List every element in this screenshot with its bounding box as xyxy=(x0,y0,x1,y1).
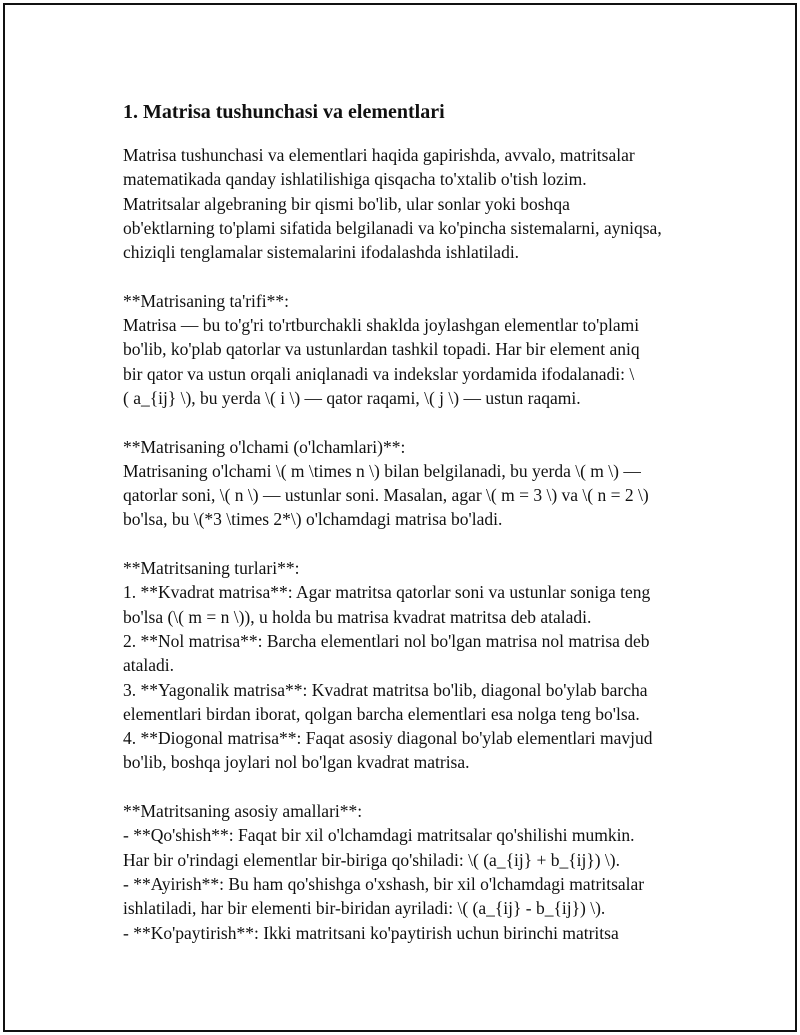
text-line: bo'lsa (\( m = n \)), u holda bu matrisa kvadrat matritsa deb ataladi. xyxy=(123,606,592,627)
list-item: - **Ko'paytirish**: Ikki matritsani ko'paytirish uchun birinchi matritsa xyxy=(123,922,619,943)
paragraph-heading: **Matrisaning o'lchami (o'lchamlari)**: xyxy=(123,436,406,457)
section-title: 1. Matrisa tushunchasi va elementlari xyxy=(123,101,445,123)
list-item: 1. **Kvadrat matrisa**: Agar matritsa qatorlar soni va ustunlar soniga teng xyxy=(123,582,651,603)
text-line: Har bir o'rindagi elementlar bir-biriga qo'shiladi: \( (a_{ij} + b_{ij}) \). xyxy=(123,849,620,870)
text-line: ob'ektlarning to'plami sifatida belgilanadi va ko'pincha sistemalarni, ayniqsa, xyxy=(123,217,662,238)
definition-paragraph xyxy=(123,289,703,410)
text-line: bir qator va ustun orqali aniqlanadi va indekslar yordamida ifodalanadi: \ xyxy=(123,363,635,384)
dimension-paragraph xyxy=(123,435,703,532)
list-item: 2. **Nol matrisa**: Barcha elementlari nol bo'lgan matrisa nol matrisa deb xyxy=(123,630,650,651)
paragraph-heading: **Matritsaning asosiy amallari**: xyxy=(123,801,363,822)
list-item: - **Qo'shish**: Faqat bir xil o'lchamdagi matritsalar qo'shilishi mumkin. xyxy=(123,825,635,846)
paragraph-heading: **Matrisaning ta'rifi**: xyxy=(123,290,289,311)
operations-paragraph xyxy=(123,799,703,945)
text-line: ataladi. xyxy=(123,655,175,676)
list-item: 3. **Yagonalik matrisa**: Kvadrat matritsa bo'lib, diagonal bo'ylab barcha xyxy=(123,679,648,700)
text-line: Matritsalar algebraning bir qismi bo'lib, ular sonlar yoki boshqa xyxy=(123,193,570,214)
text-line: Matrisaning o'lchami \( m \times n \) bilan belgilanadi, bu yerda \( m \) — xyxy=(123,460,641,481)
page-frame xyxy=(3,3,797,1032)
document-body xyxy=(123,98,703,969)
text-line: elementlari birdan iborat, qolgan barcha elementlari esa nolga teng bo'lsa. xyxy=(123,703,640,724)
paragraph-heading: **Matritsaning turlari**: xyxy=(123,558,300,579)
text-line: Matrisa — bu to'g'ri to'rtburchakli shaklda joylashgan elementlar to'plami xyxy=(123,315,640,336)
text-line: bo'lib, ko'plab qatorlar va ustunlardan tashkil topadi. Har bir element aniq xyxy=(123,339,640,360)
text-line: Matrisa tushunchasi va elementlari haqida gapirishda, avvalo, matritsalar xyxy=(123,145,635,165)
text-line: ( a_{ij} \), bu yerda \( i \) — qator raqami, \( j \) — ustun raqami. xyxy=(123,387,581,408)
text-line: bo'lsa, bu \(*3 \times 2*\) o'lchamdagi matrisa bo'ladi. xyxy=(123,509,503,530)
text-line: qatorlar soni, \( n \) — ustunlar soni. Masalan, agar \( m = 3 \) va \( n = 2 \) xyxy=(123,485,649,506)
list-item: - **Ayirish**: Bu ham qo'shishga o'xshash, bir xil o'lchamdagi matritsalar xyxy=(123,873,645,894)
text-line: matematikada qanday ishlatilishiga qisqacha to'xtalib o'tish lozim. xyxy=(123,169,587,190)
text-line: ishlatiladi, har bir elementi bir-biridan ayriladi: \( (a_{ij} - b_{ij}) \). xyxy=(123,898,606,919)
list-item: 4. **Diogonal matrisa**: Faqat asosiy diagonal bo'ylab elementlari mavjud xyxy=(123,728,653,749)
types-paragraph xyxy=(123,556,703,775)
text-line: chiziqli tenglamalar sistemalarini ifodalashda ishlatiladi. xyxy=(123,242,520,263)
text-line: bo'lib, boshqa joylari nol bo'lgan kvadrat matrisa. xyxy=(123,752,470,773)
intro-paragraph xyxy=(123,143,703,264)
